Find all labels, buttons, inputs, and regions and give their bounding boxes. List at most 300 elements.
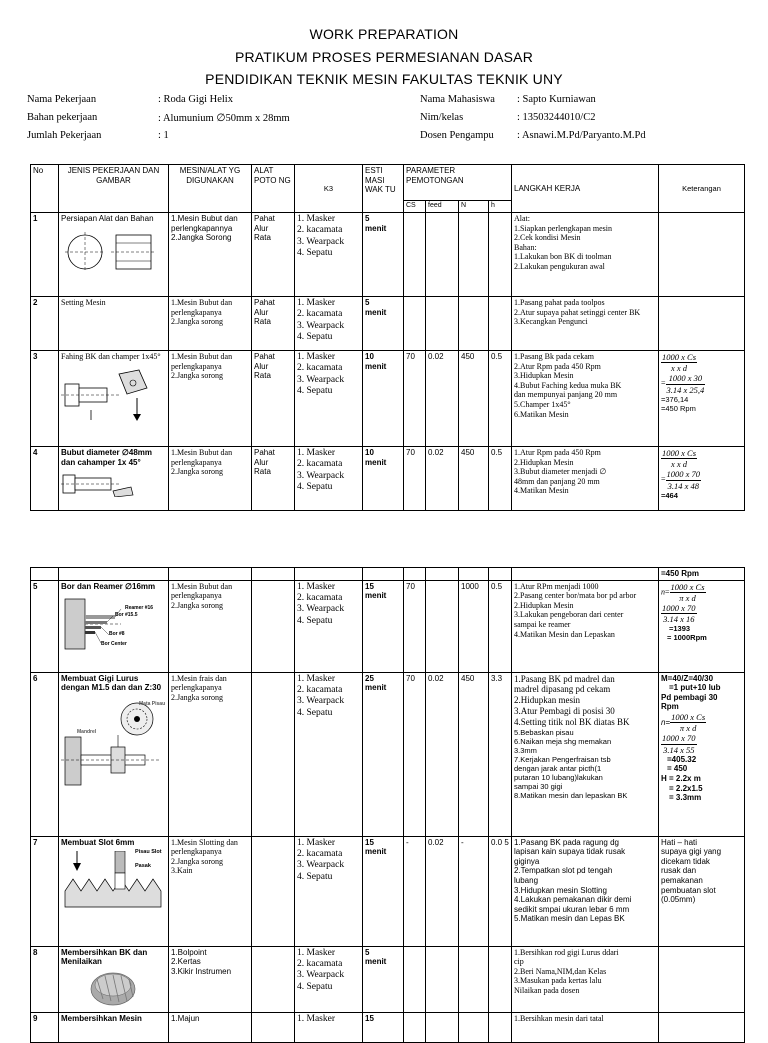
k3-item: 1. Masker [297, 352, 335, 362]
figure-label: Bor #8 [109, 631, 125, 638]
langkah-line: sampai 30 gigi [514, 781, 563, 791]
k3-item: 1. Masker [297, 1013, 335, 1024]
langkah-line: 7.Kerjakan Pengerfraisan tsb [514, 754, 611, 764]
row-cs [404, 213, 426, 297]
langkah-line: 1.Lakukan bon BK di toolman [514, 252, 612, 262]
waktu-line: menit [365, 683, 387, 693]
k3-item: 1. Masker [297, 581, 335, 592]
work-table-page-2 [30, 567, 745, 1043]
row-k3-cell [295, 297, 363, 351]
head-feed: feed [426, 201, 459, 213]
langkah-line: 8.Matikan mesin dan lepaskan BK [514, 790, 628, 800]
index-calc: Rpm [661, 702, 679, 712]
jumlah-label: Jumlah Pekerjaan [27, 130, 102, 141]
waktu-line: menit [365, 223, 387, 233]
rpm-result: =405.32 [667, 754, 697, 764]
k3-item: 1. Masker [297, 448, 335, 458]
alat-line: Alur [254, 307, 269, 317]
row-jenis: Fahing BK dan champer 1x45° [61, 352, 161, 361]
row-jenis: Membuat Slot 6mm [61, 837, 135, 847]
dosen-value: : Asnawi.M.Pd/Paryanto.M.Pd [517, 130, 646, 141]
row-no: 8 [31, 946, 59, 1012]
row-jenis: Setting Mesin [59, 297, 169, 351]
row-ket-cell [659, 1012, 745, 1042]
waktu-line: 10 [365, 352, 374, 361]
figure-label: Mandrel [77, 728, 97, 735]
langkah-line: 4.Lakukan pemakanan dikir demi [514, 895, 632, 905]
langkah-line: 48mm dan panjang 20 mm [514, 476, 600, 486]
row-n: 450 [459, 447, 489, 511]
figure-label: Reamer #16 [125, 605, 154, 612]
formula-numerator: 1000 x 70 [662, 733, 696, 744]
table-row [31, 351, 745, 447]
row-ket-cell [659, 580, 745, 672]
row-jenis: Membersihkan BK dan Menilaikan [61, 947, 148, 967]
langkah-line: 4.Bubut Faching kedua muka BK [514, 380, 622, 390]
row-ket-cell [659, 297, 745, 351]
mesin-line: perlengkapanya [171, 457, 222, 467]
figure-label: Bor #15.5 [115, 612, 138, 619]
row-feed [426, 297, 459, 351]
slotting-drawing [61, 851, 165, 911]
row-ket-cell [659, 351, 745, 447]
k3-item: 4. Sepatu [297, 707, 333, 718]
k3-item: 3. Wearpack [297, 470, 345, 481]
k3-item: 4. Sepatu [297, 981, 333, 992]
row-feed [426, 213, 459, 297]
langkah-line: sedikit smpai ukuran lebar 6 mm [514, 904, 630, 914]
alat-line: Rata [254, 233, 271, 243]
row-alat-cell [252, 580, 295, 672]
row-cs: 70 [404, 447, 426, 511]
row-h: 0.0 5 [489, 836, 512, 946]
table-row [31, 1012, 745, 1042]
mesin-line: 1.Bolpoint [171, 947, 207, 957]
table-row [31, 836, 745, 946]
langkah-line: dan mempunyai panjang 20 mm [514, 390, 618, 400]
row-n: 1000 [459, 580, 489, 672]
k3-item: 2. kacamata [297, 958, 343, 969]
mesin-line: 1.Mesin Bubut dan [171, 448, 233, 457]
langkah-line: 2.Atur Rpm pada 450 Rpm [514, 361, 601, 371]
k3-item: 2. kacamata [297, 363, 343, 374]
table-row [31, 213, 745, 297]
formula-numerator: 1000 x Cs [662, 448, 696, 458]
waktu-line: 15 [365, 581, 374, 591]
mesin-line: 1.Mesin Bubut dan [171, 214, 238, 223]
k3-item: 4. Sepatu [297, 332, 333, 343]
langkah-line: 1.Bersihkan rod gigi Lurus ddari [514, 947, 619, 957]
formula-numerator: 1000 x 30 [666, 373, 706, 384]
mesin-line: 2.Jangka sorong [171, 600, 223, 610]
row-alat-cell [252, 213, 295, 297]
rpm-rounded: = 450 [667, 764, 688, 774]
nim-value: : 13503244010/C2 [517, 112, 596, 123]
langkah-line: cip [514, 957, 524, 967]
formula-denominator: 3.14 x 48 [667, 480, 699, 491]
row-waktu-cell [363, 1012, 404, 1042]
row-waktu-cell [363, 580, 404, 672]
row-alat-cell [252, 836, 295, 946]
depth-calc: H = 2.2x m [661, 773, 701, 783]
row-n: 450 [459, 351, 489, 447]
row-mesin-cell [169, 297, 252, 351]
k3-item: 3. Wearpack [297, 860, 345, 871]
row-alat-cell [252, 946, 295, 1012]
row-jenis: Bubut diameter ∅48mm dan cahamper 1x 45° [61, 448, 152, 467]
langkah-line: 3.Hidupkan mesin Slotting [514, 885, 607, 895]
langkah-line: lubang [514, 875, 539, 885]
row-ket-cell [659, 836, 745, 946]
langkah-line: madrel dipasang pd cekam [514, 684, 611, 695]
langkah-line: 2.Tempatkan slot pd tengah [514, 866, 613, 876]
row-langkah-cell [512, 672, 659, 836]
formula-fraction [670, 712, 706, 733]
waktu-line: 25 [365, 673, 374, 683]
langkah-line: 1.Atur RPm menjadi 1000 [514, 581, 599, 591]
row-feed [426, 946, 459, 1012]
head-jenis: JENIS PEKERJAAN DAN GAMBAR [59, 165, 169, 213]
langkah-line: 5.Matikan mesin dan Lepas BK [514, 914, 625, 924]
k3-item: 3. Wearpack [297, 320, 345, 331]
row-alat-cell [252, 672, 295, 836]
k3-item: 2. kacamata [297, 225, 343, 236]
row-langkah-cell [512, 297, 659, 351]
k3-item: 4. Sepatu [297, 871, 333, 882]
row-feed: 0.02 [426, 836, 459, 946]
facing-drawing [61, 366, 161, 424]
row-mesin-cell [169, 672, 252, 836]
formula-numerator: 1000 x 70 [666, 469, 701, 480]
head-n: N [459, 201, 489, 213]
row-alat-cell [252, 447, 295, 511]
langkah-line: 3.3mm [514, 745, 537, 755]
row-jenis: Membuat Gigi Lurus dengan M1.5 dan dan Z:30 [61, 673, 162, 693]
row-jenis-cell [59, 946, 169, 1012]
row-feed: 0.02 [426, 447, 459, 511]
row-h [489, 946, 512, 1012]
row-no: 7 [31, 836, 59, 946]
row-n [459, 297, 489, 351]
mesin-line: 3.Kikir Instrumen [171, 966, 232, 976]
langkah-line: 1.Pasang BK pada ragung dg [514, 837, 619, 847]
langkah-line: Alat: [514, 214, 530, 223]
langkah-line: 3.Lakukan pengeboran dari center [514, 610, 624, 620]
depth-calc: = 3.3mm [669, 793, 702, 803]
waktu-line: 15 [365, 837, 374, 847]
row-no: 6 [31, 672, 59, 836]
mesin-line: perlengkapannya [171, 223, 233, 233]
row-no: 2 [31, 297, 59, 351]
waktu-line: menit [365, 457, 387, 467]
formula-fraction [666, 469, 702, 490]
k3-item: 2. kacamata [297, 684, 343, 695]
formula-fraction [661, 448, 697, 469]
nim-label: Nim/kelas [420, 112, 464, 123]
mesin-line: perlengkapanya [171, 683, 222, 693]
figure-label: Pisau Slot [135, 849, 162, 856]
rpm-formula [661, 448, 742, 469]
alat-line: Rata [254, 317, 271, 327]
row-h [489, 297, 512, 351]
head-cs: CS [404, 201, 426, 213]
ket-line: supaya gigi yang [661, 847, 722, 857]
depth-calc: = 2.2x1.5 [669, 783, 703, 793]
figure-label: Mata Pisau [139, 700, 166, 707]
row-waktu-cell [363, 213, 404, 297]
doc-title: WORK PREPARATION [309, 26, 459, 42]
langkah-line: 6.Naikan meja shg memakan [514, 736, 612, 746]
alat-line: Pahat [254, 448, 275, 457]
ket-line: rusak dan [661, 866, 697, 876]
alat-line: Alur [254, 361, 269, 371]
row-langkah-cell [512, 836, 659, 946]
alat-line: Rata [254, 467, 271, 477]
row-cs [404, 297, 426, 351]
row-mesin-cell [169, 213, 252, 297]
langkah-line: 1.Pasang pahat pada toolpos [514, 298, 605, 307]
mahasiswa-label: Nama Mahasiswa [420, 94, 495, 105]
head-alat: ALAT POTO NG [252, 165, 295, 213]
mesin-line: 3.Kain [171, 866, 193, 876]
head-langkah: LANGKAH KERJA [512, 165, 659, 213]
row-h [489, 213, 512, 297]
k3-item: 3. Wearpack [297, 970, 345, 981]
langkah-line: 5.Bebaskan pisau [514, 727, 574, 737]
row-langkah-cell [512, 351, 659, 447]
bahan-value: : Alumunium ∅50mm x 28mm [158, 113, 290, 124]
mesin-line: 1.Mesin Bubut dan [171, 581, 233, 591]
waktu-line: 15 [365, 1013, 374, 1023]
table-row-continuation [31, 568, 745, 581]
doc-subtitle-course: PRATIKUM PROSES PERMESIANAN DASAR [234, 49, 534, 65]
k3-item: 1. Masker [297, 673, 335, 684]
langkah-line: 2.Pasang center bor/mata bor pd arbor [514, 591, 637, 601]
row-k3-cell [295, 946, 363, 1012]
langkah-line: 1.Pasang Bk pada cekam [514, 352, 594, 361]
k3-item: 1. Masker [297, 214, 335, 224]
alat-line: Pahat [254, 298, 275, 307]
nama-pekerjaan-label: Nama Pekerjaan [27, 94, 97, 105]
row-cs: 70 [404, 580, 426, 672]
mesin-line: 1.Mesin frais dan [171, 673, 227, 683]
formula-denominator: 3.14 x 25,4 [666, 384, 705, 395]
row-ket-cell [659, 213, 745, 297]
k3-item: 4. Sepatu [297, 386, 333, 397]
ket-line: (0.05mm) [661, 895, 696, 905]
formula-numerator: 1000 x Cs [662, 352, 696, 362]
waktu-line: menit [365, 591, 387, 601]
row-ket-cell [659, 946, 745, 1012]
row-ket-cell [659, 447, 745, 511]
row-cs: 70 [404, 672, 426, 836]
alat-line: Alur [254, 457, 269, 467]
langkah-line: 5.Champer 1x45° [514, 399, 571, 409]
row-alat-cell [252, 297, 295, 351]
mesin-line: 2.Jangka sorong [171, 371, 223, 381]
row-waktu-cell [363, 447, 404, 511]
langkah-line: 2.Lakukan pengukuran awal [514, 261, 605, 271]
row-h: 3.3 [489, 672, 512, 836]
alat-line: Alur [254, 223, 269, 233]
langkah-line: giginya [514, 856, 540, 866]
formula-denominator: π x d [679, 592, 696, 603]
row-alat-cell [252, 1012, 295, 1042]
head-no: No [31, 165, 59, 213]
mesin-line: 1.Mesin Bubut dan [171, 352, 233, 361]
langkah-line: 2.Hidupkan mesin [514, 695, 580, 706]
langkah-line: 2.Cek kondisi Mesin [514, 233, 581, 243]
row-k3-cell [295, 836, 363, 946]
mesin-line: perlengkapanya [171, 307, 222, 317]
langkah-line: 3.Atur Pembagi di posisi 30 [514, 705, 615, 716]
langkah-line: putaran 10 lubang)lakukan [514, 772, 603, 782]
row-mesin-cell [169, 1012, 252, 1042]
langkah-line: 4.Matikan Mesin [514, 486, 569, 496]
rpm-result: =376,14 [661, 394, 689, 404]
head-keterangan: Keterangan [659, 165, 745, 213]
mesin-line: perlengkapanya [171, 591, 222, 601]
mesin-line: 1.Majun [171, 1013, 200, 1023]
row-ket-cell [659, 672, 745, 836]
row-alat-cell [252, 351, 295, 447]
langkah-line: 4.Setting titik nol BK diatas BK [514, 716, 630, 727]
figure-label: Bor Center [101, 641, 127, 648]
table-row [31, 297, 745, 351]
langkah-line: 1.Pasang BK pd madrel dan [514, 673, 615, 684]
rpm-formula [661, 352, 742, 373]
rpm-result: =464 [661, 490, 678, 500]
row-waktu-cell [363, 946, 404, 1012]
row-jenis: Bor dan Reamer ∅16mm [61, 581, 156, 591]
langkah-line: 3.Masukan pada kertas lalu [514, 976, 602, 986]
langkah-line: 1.Atur Rpm pada 450 Rpm [514, 448, 601, 457]
row-mesin-cell [169, 836, 252, 946]
row-waktu-cell [363, 672, 404, 836]
rpm-substitution: = $\frac{1000 x 30}{3.14 x 25,4}$ [661, 373, 705, 395]
row-h: 0.5 [489, 447, 512, 511]
gear-milling-drawing [61, 697, 165, 797]
mesin-line: 2.Jangka sorong [171, 856, 223, 866]
row-no: 9 [31, 1012, 59, 1042]
row-jenis-cell [59, 213, 169, 297]
head-parameter: PARAMETER PEMOTONGAN [404, 165, 512, 201]
mesin-line: perlengkapanya [171, 361, 222, 371]
waktu-line: 10 [365, 448, 374, 457]
k3-item: 3. Wearpack [297, 236, 345, 247]
k3-item: 1. Masker [297, 947, 335, 958]
alat-line: Pahat [254, 352, 275, 361]
langkah-line: 2.Atur supaya pahat setinggi center BK [514, 307, 641, 317]
formula-denominator: 3.14 x 55 [663, 744, 695, 755]
row-feed [426, 580, 459, 672]
waktu-line: 5 [365, 214, 370, 223]
k3-item: 3. Wearpack [297, 696, 345, 707]
rpm-substitution [661, 733, 742, 754]
index-calc: Pd pembagi 30 [661, 692, 718, 702]
row-mesin-cell [169, 351, 252, 447]
row-h [489, 1012, 512, 1042]
mesin-line: 2.Jangka Sorong [171, 233, 232, 243]
formula-denominator: π x d [679, 723, 697, 734]
mesin-line: 2.Kertas [171, 957, 201, 967]
workpiece-drawing [61, 228, 161, 274]
langkah-line: 3.Kecangkan Pengunci [514, 317, 588, 327]
row-cs: - [404, 836, 426, 946]
rpm-substitution [661, 603, 742, 624]
row-k3-cell [295, 447, 363, 511]
rpm-substitution: = $\frac{1000 x 70}{3.14 x 48}$ [661, 469, 701, 491]
row-langkah-cell [512, 213, 659, 297]
row-k3-cell [295, 580, 363, 672]
head-mesin: MESIN/ALAT YG DIGUNAKAN [169, 165, 252, 213]
row-n [459, 213, 489, 297]
row-langkah-cell [512, 946, 659, 1012]
langkah-line: 3.Bubut diameter menjadi ∅ [514, 467, 607, 477]
doc-subtitle-department: PENDIDIKAN TEKNIK MESIN FAKULTAS TEKNIK UNY [205, 71, 563, 87]
head-k3: K3 [295, 165, 363, 213]
row-k3-cell [295, 1012, 363, 1042]
row-no: 3 [31, 351, 59, 447]
waktu-line: menit [365, 361, 387, 371]
row-feed [426, 1012, 459, 1042]
rpm-rounded: = 1000Rpm [667, 633, 707, 643]
formula-numerator: 1000 x 70 [662, 602, 696, 613]
row-k3-cell [295, 213, 363, 297]
langkah-line: 1.Bersihkan mesin dari tatal [514, 1013, 604, 1023]
row-n: 450 [459, 672, 489, 836]
row-feed: 0.02 [426, 351, 459, 447]
row-jenis-cell [59, 580, 169, 672]
row-n [459, 946, 489, 1012]
helical-gear-drawing [61, 971, 165, 1011]
mesin-line: 1.Mesin Slotting dan [171, 837, 238, 847]
row-waktu-cell [363, 297, 404, 351]
formula-fraction [670, 582, 706, 603]
mesin-line: 2.Jangka sorong [171, 317, 223, 327]
row-no: 4 [31, 447, 59, 511]
row-no: 1 [31, 213, 59, 297]
row-k3-cell [295, 672, 363, 836]
row-cs [404, 1012, 426, 1042]
formula-numerator: 1000 x Cs [671, 711, 706, 722]
mesin-line: 2.Jangka sorong [171, 467, 223, 477]
waktu-line: menit [365, 307, 387, 317]
index-calc: M=40/Z=40/30 [661, 673, 714, 683]
langkah-line: 3.Hidupkan Mesin [514, 371, 574, 381]
continuation-rpm: =450 Rpm [659, 568, 745, 581]
alat-line: Rata [254, 371, 271, 381]
row-mesin-cell [169, 946, 252, 1012]
table-row [31, 447, 745, 511]
index-calc: =1 put+10 lub [669, 683, 721, 693]
k3-item: 4. Sepatu [297, 615, 333, 626]
work-table-page-1 [30, 164, 745, 511]
head-h: h [489, 201, 512, 213]
row-cs [404, 946, 426, 1012]
head-estimasi: ESTI MASI WAK TU [363, 165, 404, 213]
row-h: 0.5 [489, 580, 512, 672]
formula-fraction [661, 352, 697, 373]
mahasiswa-value: : Sapto Kurniawan [517, 94, 596, 105]
langkah-line: Nilaikan pada dosen [514, 985, 580, 995]
row-no: 5 [31, 580, 59, 672]
alat-line: Pahat [254, 214, 275, 223]
row-jenis-cell [59, 351, 169, 447]
row-waktu-cell [363, 836, 404, 946]
row-cs: 70 [404, 351, 426, 447]
langkah-line: 6.Matikan Mesin [514, 409, 569, 419]
